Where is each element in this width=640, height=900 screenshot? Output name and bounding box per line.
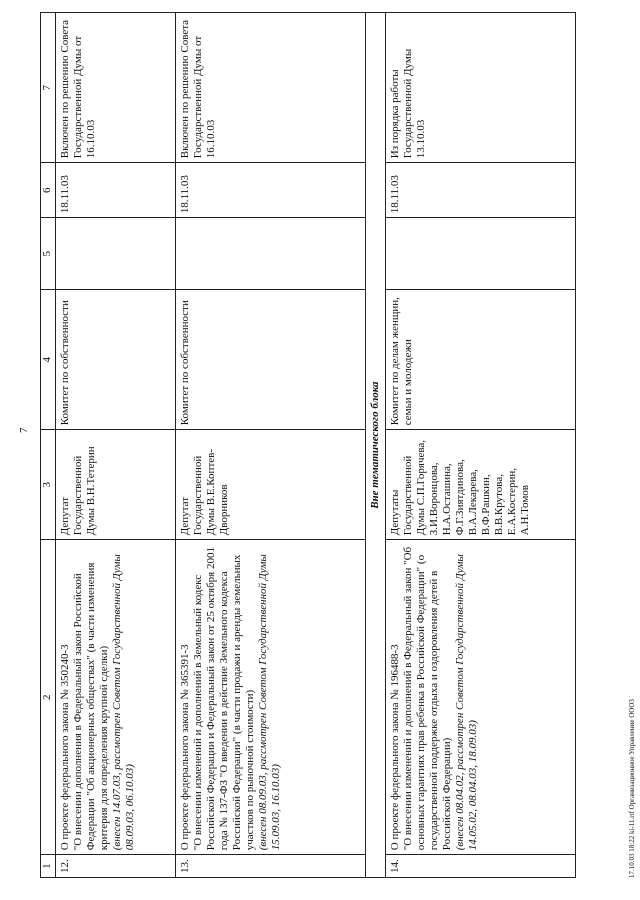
bill-status: Включен по решению Совета Государственной Думы от 16.10.03 <box>56 13 176 163</box>
section-heading-row <box>366 13 386 878</box>
bill-title: О проекте федерального закона № 196488-3 <box>389 644 401 851</box>
bill-note: (внесен 14.07.03, рассмотрен Советом Государственной Думы 08.09.03, 06.10.03) <box>111 554 136 851</box>
bill-committee: Комитет по делам женщин, семьи и молодежи <box>386 290 576 430</box>
bill-title: О проекте федерального закона № 350240-3 <box>59 644 71 851</box>
table-row <box>56 13 176 878</box>
bill-description <box>56 540 176 855</box>
page-number: 7 <box>18 427 30 433</box>
header-col-1: 1 <box>41 855 56 878</box>
table-row <box>386 13 576 878</box>
bill-status: Из порядка работы Государственной Думы 13.10.03 <box>386 13 576 163</box>
header-row <box>41 13 56 878</box>
bill-date: 18.11.03 <box>176 163 366 218</box>
header-col-7: 7 <box>41 13 56 163</box>
bill-author: Депутат Государственной Думы В.Н.Тетерин <box>56 430 176 540</box>
bill-note: (внесен 08.09.03, рассмотрен Советом Государственной Думы 15.09.03, 16.10.03) <box>257 554 282 851</box>
header-col-6: 6 <box>41 163 56 218</box>
bill-title: О проекте федерального закона № 365391-3 <box>179 644 191 851</box>
section-heading: Вне тематического блока <box>366 13 386 878</box>
header-col-5: 5 <box>41 218 56 290</box>
bill-committee: Комитет по собственности <box>56 290 176 430</box>
bill-body: "О внесении дополнения в Федеральный закон Российской Федерации "Об акционерных обществах" (в части изменения критерия для определения крупной сделки) <box>72 562 110 851</box>
bill-body: "О внесении изменений и дополнений в Земельный кодекс Российской Федерации и Федеральный закон от 25 октября 2001 года № 137-ФЗ "О введении в действие Земельного кодекса Российской Федерации" (в части продажи и аренды земельных участков по рыночной стоимости) <box>192 547 256 851</box>
bill-col5 <box>56 218 176 290</box>
row-number: 13. <box>176 855 366 878</box>
bill-description <box>386 540 576 855</box>
agenda-table <box>40 12 576 878</box>
header-col-3: 3 <box>41 430 56 540</box>
bill-status: Включен по решению Совета Государственной Думы от 16.10.03 <box>176 13 366 163</box>
bill-committee: Комитет по собственности <box>176 290 366 430</box>
bill-col5 <box>386 218 576 290</box>
bill-author: Депутаты Государственной Думы С.П.Горячева, З.И.Воронцова, Н.А.Осташина, Ф.Г.Зиятдинова, В.А.Лекарева, В.Ф.Рашкин, В.В.Крутова, Е.А.Костерин, А.Н.Томов <box>386 430 576 540</box>
bill-body: "О внесении изменений и дополнений в Федеральный закон "Об основных гарантиях прав ребенка в Российской Федерации" (о государственной поддержке отдыха и оздоровления детей в Российской Федерации) <box>402 546 453 851</box>
header-col-4: 4 <box>41 290 56 430</box>
bill-description <box>176 540 366 855</box>
row-number: 14. <box>386 855 576 878</box>
bill-date: 18.11.03 <box>386 163 576 218</box>
bill-note: (внесен 08.04.02, рассмотрен Советом Государственной Думы 14.05.02, 08.04.03, 18.09.03) <box>454 554 479 851</box>
bill-author: Депутат Государственной Думы В.Е.Коптев-Дворников <box>176 430 366 540</box>
bill-col5 <box>176 218 366 290</box>
row-number: 12. <box>56 855 176 878</box>
footer-text: 17.10.03 18:22 ki-11.rtf Организационное Управление ООО3 <box>628 699 636 878</box>
table-row <box>176 13 366 878</box>
bill-date: 18.11.03 <box>56 163 176 218</box>
header-col-2: 2 <box>41 540 56 855</box>
